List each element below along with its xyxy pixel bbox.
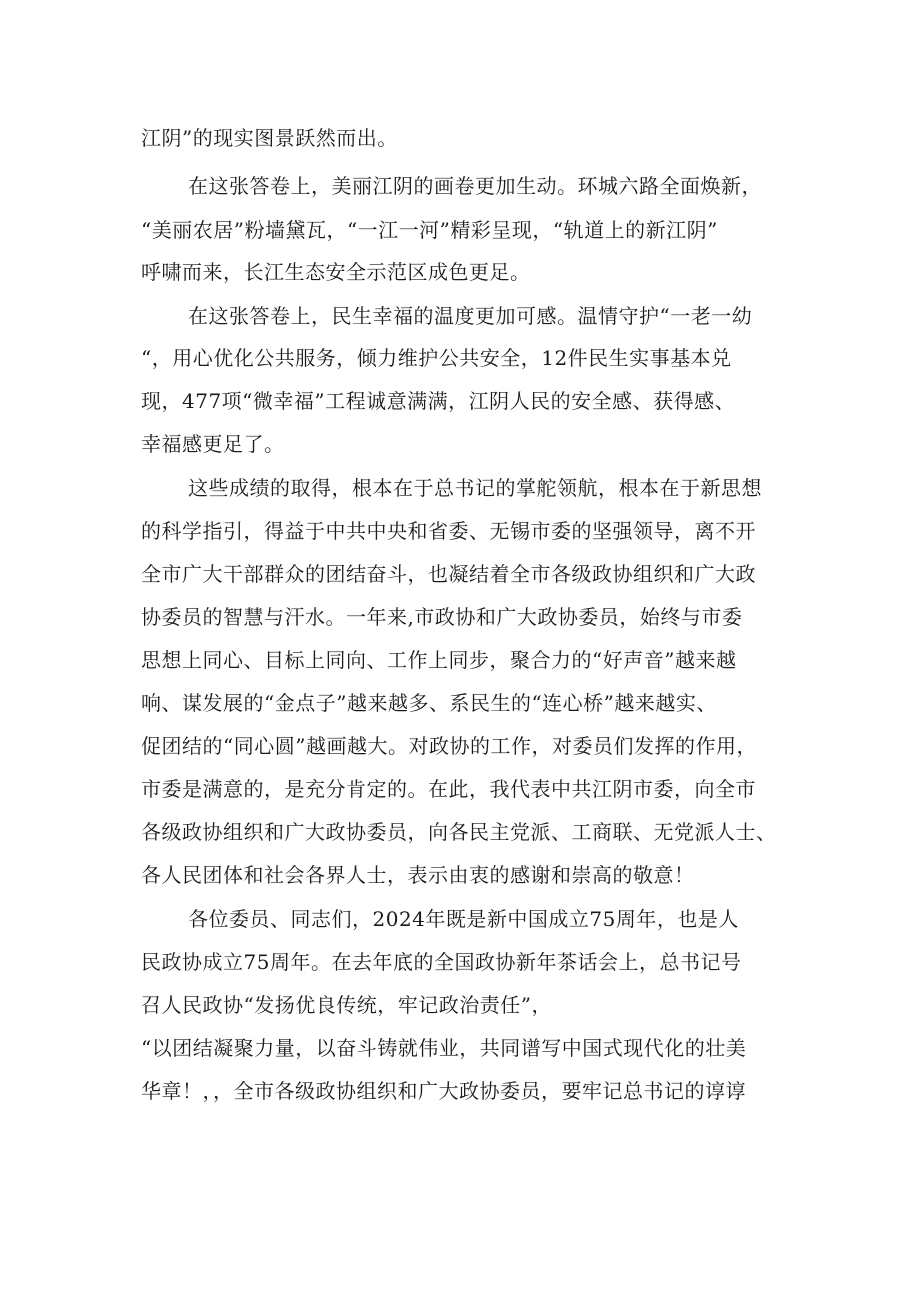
text-line: 召人民政协“发扬优良传统，牢记政治责任”， [141, 993, 552, 1017]
text-line: 市委是满意的，是充分肯定的。在此，我代表中共江阴市委，向全市 [141, 777, 756, 801]
text-line: 在这张答卷上，美丽江阴的画卷更加生动。环城六路全面焕新， [188, 174, 762, 198]
text-line: 民政协成立75周年。在去年底的全国政协新年茶话会上，总书记号 [141, 950, 742, 974]
text-line: 各人民团体和社会各界人士，表示由衷的感谢和崇高的敬意！ [141, 863, 695, 887]
text-line: “以团结凝聚力量，以奋斗铸就伟业，共同谱写中国式现代化的壮美 [141, 1036, 747, 1060]
text-line: 的科学指引，得益于中共中央和省委、无锡市委的坚强领导，离不开 [141, 519, 756, 543]
text-line: “，用心优化公共服务，倾力维护公共安全，12件民生实事基本兑 [141, 346, 732, 370]
text-line: 华章！，，全市各级政协组织和广大政协委员，要牢记总书记的谆谆 [141, 1079, 746, 1103]
text-line: 呼啸而来，长江生态安全示范区成色更足。 [141, 260, 531, 284]
text-line: 现，477项“微幸福”工程诚意满满，江阴人民的安全感、获得感、 [141, 389, 736, 413]
text-line: 各位委员、同志们，2024年既是新中国成立75周年，也是人 [188, 907, 739, 931]
text-line: 这些成绩的取得，根本在于总书记的掌舵领航，根本在于新思想 [188, 476, 762, 500]
text-line: 响、谋发展的“金点子”越来越多、系民生的“连心桥”越来越实、 [141, 691, 717, 715]
text-line: “美丽农居”粉墙黛瓦，“一江一河”精彩呈现，“轨道上的新江阴” [141, 218, 718, 242]
text-line: 促团结的“同心圆”越画越大。对政协的工作，对委员们发挥的作用， [141, 734, 757, 758]
text-line: 幸福感更足了。 [141, 432, 285, 456]
text-line: 思想上同心、目标上同向、工作上同步，聚合力的“好声音”越来越 [141, 648, 737, 672]
text-line: 全市广大干部群众的团结奋斗，也凝结着全市各级政协组织和广大政 [141, 562, 756, 586]
text-line: 协委员的智慧与汗水。一年来,市政协和广大政协委员，始终与市委 [141, 605, 743, 629]
text-line: 各级政协组织和广大政协委员，向各民主党派、工商联、无党派人士、 [141, 820, 777, 844]
text-line: 江阴”的现实图景跃然而出。 [141, 126, 398, 150]
text-line: 在这张答卷上，民生幸福的温度更加可感。温情守护“一老一幼 [188, 304, 753, 328]
